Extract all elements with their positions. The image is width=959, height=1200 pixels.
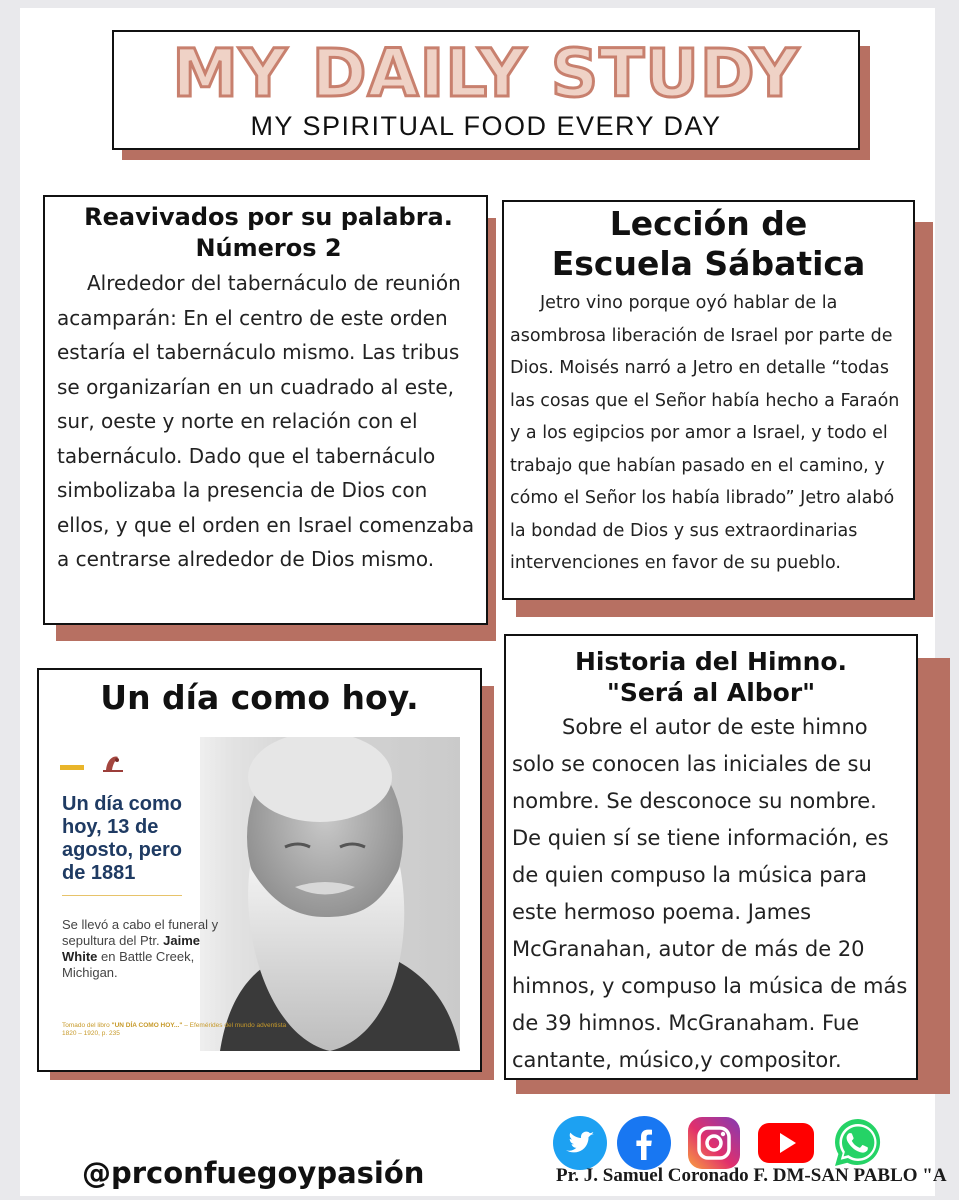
promo-source (62, 1022, 292, 1038)
social-handle[interactable]: @prconfuegoypasión (82, 1156, 425, 1190)
reavivados-title-line2: Números 2 (195, 234, 342, 262)
leccion-title-line1: Lección de (609, 204, 808, 243)
page (20, 8, 947, 1196)
undia-photo (40, 737, 460, 1051)
promo-body-name: Jaime White (62, 933, 201, 964)
masthead-title: MY DAILY STUDY (172, 35, 800, 112)
masthead (112, 30, 860, 150)
instagram-icon[interactable] (686, 1115, 742, 1171)
promo-title: Un día como hoy, 13 de agosto, pero de 1881 (62, 793, 183, 884)
whatsapp-icon[interactable] (830, 1115, 886, 1171)
promo-body-part1: Se llevó a cabo el funeral y sepultura del Ptr. (62, 917, 219, 948)
card-leccion (502, 200, 915, 600)
himno-title (512, 646, 910, 708)
twitter-icon[interactable] (552, 1115, 608, 1171)
youtube-icon[interactable] (756, 1115, 812, 1171)
promo-divider (62, 895, 182, 896)
reavivados-body: Alrededor del tabernáculo de reunión acamparán: En el centro de este orden estaría el tabernáculo mismo. Las tribus se organizarían en un cuadrado al este, sur, oeste y norte en relación con el tabernáculo. Dado que el tabernáculo simbolizaba la presencia de Dios con ellos, y que el orden en Israel comenzaba a centrarse alrededor de Dios mismo. (57, 271, 475, 571)
card-himno (504, 634, 918, 1080)
promo-body (62, 917, 232, 981)
leccion-body: Jetro vino porque oyó hablar de la asombrosa liberación de Israel por parte de Dios. Moisés narró a Jetro en detalle “todas las cosas que el Señor había hecho a Faraón y a los egipcios por amor a Israel, y todo el trabajo que habían pasado en el camino, y cómo el Señor los había librado” Jetro alabó la bondad de Dios y sus extraordinarias intervenciones en favor de su pueblo. (510, 293, 900, 573)
promo-source-book: "UN DÍA COMO HOY..." (111, 1022, 183, 1029)
promo-source-part2: – Efemérides del mundo adventista 1820 – 1920, p. 235 (62, 1022, 287, 1037)
reavivados-title-line1: Reavivados por su palabra. (84, 203, 453, 231)
himno-title-line1: Historia del Himno. (574, 647, 848, 676)
card-reavivados (43, 195, 488, 625)
facebook-icon[interactable] (616, 1115, 672, 1171)
reavivados-title (57, 202, 480, 264)
promo-logo (100, 751, 126, 775)
leccion-title-line2: Escuela Sábatica (551, 244, 866, 283)
himno-title-line2: "Será al Albor" (606, 678, 816, 707)
promo-source-part1: Tomado del libro (62, 1022, 112, 1029)
himno-body: Sobre el autor de este himno solo se conocen las iniciales de su nombre. Se desconoce su nombre. De quien sí se tiene información, es de quien compuso la música para este hermoso poema. James McGranahan, autor de más de 20 himnos, y compuso la música de más de 39 himnos. McGranaham. Fue cantante, músico,y compositor. (512, 715, 908, 1072)
undia-title: Un día como hoy. (100, 678, 419, 717)
portrait-illustration (200, 737, 460, 1051)
masthead-subtitle: MY SPIRITUAL FOOD EVERY DAY (250, 111, 722, 141)
author-credit: Pr. J. Samuel Coronado F. DM-SAN PABLO "A (556, 1165, 947, 1186)
promo-body-part2: en Battle Creek, Michigan. (62, 949, 195, 980)
leccion-title (510, 204, 907, 284)
promo-accent-bar (60, 765, 84, 770)
